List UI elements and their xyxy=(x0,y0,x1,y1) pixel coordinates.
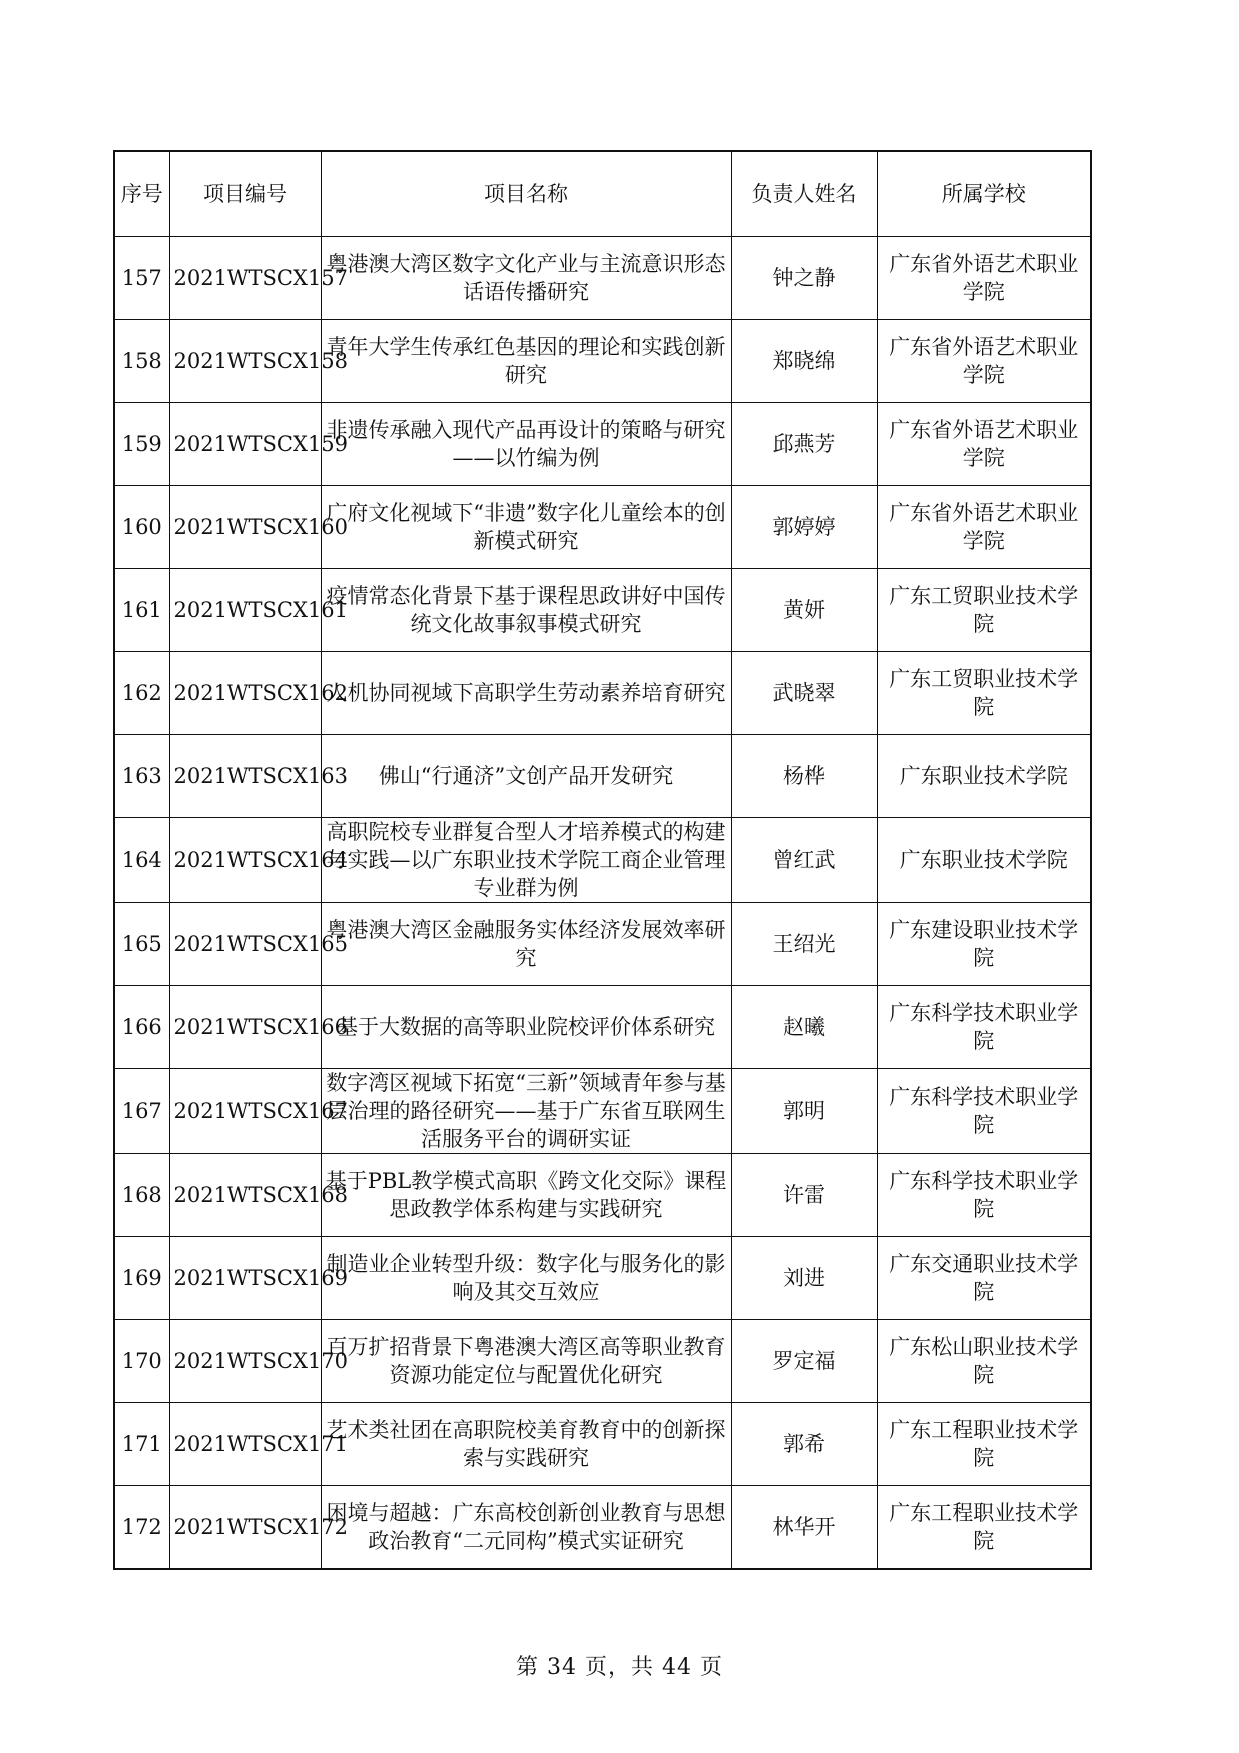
table-row xyxy=(114,818,1091,903)
header-leader: 负责人姓名 xyxy=(731,151,877,237)
header-row xyxy=(114,151,1091,237)
cell-seq: 170 xyxy=(114,1320,169,1403)
cell-code: 2021WTSCX169 xyxy=(169,1237,321,1320)
cell-project-name: 非遗传承融入现代产品再设计的策略与研究——以竹编为例 xyxy=(321,403,731,486)
cell-seq: 160 xyxy=(114,486,169,569)
cell-project-name: 困境与超越：广东高校创新创业教育与思想政治教育“二元同构”模式实证研究 xyxy=(321,1486,731,1570)
cell-leader: 武晓翠 xyxy=(731,652,877,735)
table-row xyxy=(114,1069,1091,1154)
cell-code: 2021WTSCX168 xyxy=(169,1154,321,1237)
cell-seq: 169 xyxy=(114,1237,169,1320)
cell-project-name: 制造业企业转型升级：数字化与服务化的影响及其交互效应 xyxy=(321,1237,731,1320)
cell-code: 2021WTSCX165 xyxy=(169,903,321,986)
cell-project-name: 疫情常态化背景下基于课程思政讲好中国传统文化故事叙事模式研究 xyxy=(321,569,731,652)
cell-project-name: 数字湾区视域下拓宽“三新”领域青年参与基层治理的路径研究——基于广东省互联网生活服务平台的调研实证 xyxy=(321,1069,731,1154)
cell-project-name: 粤港澳大湾区数字文化产业与主流意识形态话语传播研究 xyxy=(321,237,731,320)
cell-school: 广东松山职业技术学院 xyxy=(877,1320,1091,1403)
table-row xyxy=(114,986,1091,1069)
cell-leader: 赵曦 xyxy=(731,986,877,1069)
cell-code: 2021WTSCX167 xyxy=(169,1069,321,1154)
cell-project-name: 粤港澳大湾区金融服务实体经济发展效率研究 xyxy=(321,903,731,986)
cell-seq: 165 xyxy=(114,903,169,986)
cell-seq: 166 xyxy=(114,986,169,1069)
header-school: 所属学校 xyxy=(877,151,1091,237)
table-row xyxy=(114,1237,1091,1320)
cell-school: 广东职业技术学院 xyxy=(877,735,1091,818)
cell-school: 广东工贸职业技术学院 xyxy=(877,569,1091,652)
cell-leader: 黄妍 xyxy=(731,569,877,652)
cell-project-name: 基于PBL教学模式高职《跨文化交际》课程思政教学体系构建与实践研究 xyxy=(321,1154,731,1237)
cell-school: 广东省外语艺术职业学院 xyxy=(877,320,1091,403)
page-number: 第 34 页，共 44 页 xyxy=(516,1655,723,1680)
cell-school: 广东工贸职业技术学院 xyxy=(877,652,1091,735)
cell-code: 2021WTSCX162 xyxy=(169,652,321,735)
cell-leader: 许雷 xyxy=(731,1154,877,1237)
cell-code: 2021WTSCX172 xyxy=(169,1486,321,1570)
cell-school: 广东交通职业技术学院 xyxy=(877,1237,1091,1320)
cell-code: 2021WTSCX171 xyxy=(169,1403,321,1486)
table-row xyxy=(114,735,1091,818)
cell-leader: 王绍光 xyxy=(731,903,877,986)
cell-seq: 158 xyxy=(114,320,169,403)
table-row xyxy=(114,320,1091,403)
cell-leader: 刘进 xyxy=(731,1237,877,1320)
cell-school: 广东工程职业技术学院 xyxy=(877,1403,1091,1486)
cell-seq: 163 xyxy=(114,735,169,818)
cell-code: 2021WTSCX164 xyxy=(169,818,321,903)
cell-school: 广东省外语艺术职业学院 xyxy=(877,237,1091,320)
cell-leader: 罗定福 xyxy=(731,1320,877,1403)
cell-leader: 邱燕芳 xyxy=(731,403,877,486)
cell-seq: 161 xyxy=(114,569,169,652)
cell-school: 广东职业技术学院 xyxy=(877,818,1091,903)
cell-seq: 172 xyxy=(114,1486,169,1570)
cell-code: 2021WTSCX166 xyxy=(169,986,321,1069)
project-table xyxy=(113,150,1092,1570)
cell-project-name: 佛山“行通济”文创产品开发研究 xyxy=(321,735,731,818)
cell-leader: 曾红武 xyxy=(731,818,877,903)
cell-school: 广东工程职业技术学院 xyxy=(877,1486,1091,1570)
cell-project-name: 人机协同视域下高职学生劳动素养培育研究 xyxy=(321,652,731,735)
cell-project-name: 艺术类社团在高职院校美育教育中的创新探索与实践研究 xyxy=(321,1403,731,1486)
cell-seq: 159 xyxy=(114,403,169,486)
cell-school: 广东科学技术职业学院 xyxy=(877,986,1091,1069)
cell-code: 2021WTSCX158 xyxy=(169,320,321,403)
cell-leader: 郑晓绵 xyxy=(731,320,877,403)
cell-school: 广东科学技术职业学院 xyxy=(877,1154,1091,1237)
cell-project-name: 百万扩招背景下粤港澳大湾区高等职业教育资源功能定位与配置优化研究 xyxy=(321,1320,731,1403)
cell-school: 广东省外语艺术职业学院 xyxy=(877,403,1091,486)
cell-leader: 郭希 xyxy=(731,1403,877,1486)
cell-project-name: 高职院校专业群复合型人才培养模式的构建与实践—以广东职业技术学院工商企业管理专业群为例 xyxy=(321,818,731,903)
cell-school: 广东省外语艺术职业学院 xyxy=(877,486,1091,569)
table-row xyxy=(114,1403,1091,1486)
cell-project-name: 基于大数据的高等职业院校评价体系研究 xyxy=(321,986,731,1069)
header-name: 项目名称 xyxy=(321,151,731,237)
cell-code: 2021WTSCX161 xyxy=(169,569,321,652)
header-code: 项目编号 xyxy=(169,151,321,237)
table-row xyxy=(114,652,1091,735)
table-row xyxy=(114,1486,1091,1570)
cell-code: 2021WTSCX160 xyxy=(169,486,321,569)
cell-seq: 171 xyxy=(114,1403,169,1486)
table-row xyxy=(114,569,1091,652)
cell-code: 2021WTSCX157 xyxy=(169,237,321,320)
table-row xyxy=(114,237,1091,320)
cell-leader: 钟之静 xyxy=(731,237,877,320)
table-body xyxy=(114,237,1091,1570)
header-seq: 序号 xyxy=(114,151,169,237)
table-row xyxy=(114,403,1091,486)
table-row xyxy=(114,486,1091,569)
cell-leader: 杨桦 xyxy=(731,735,877,818)
cell-project-name: 青年大学生传承红色基因的理论和实践创新研究 xyxy=(321,320,731,403)
cell-seq: 164 xyxy=(114,818,169,903)
table-row xyxy=(114,1154,1091,1237)
cell-seq: 168 xyxy=(114,1154,169,1237)
cell-leader: 郭婷婷 xyxy=(731,486,877,569)
cell-code: 2021WTSCX159 xyxy=(169,403,321,486)
cell-school: 广东科学技术职业学院 xyxy=(877,1069,1091,1154)
cell-school: 广东建设职业技术学院 xyxy=(877,903,1091,986)
cell-project-name: 广府文化视域下“非遗”数字化儿童绘本的创新模式研究 xyxy=(321,486,731,569)
table-header xyxy=(114,151,1091,237)
cell-leader: 郭明 xyxy=(731,1069,877,1154)
cell-seq: 162 xyxy=(114,652,169,735)
cell-seq: 167 xyxy=(114,1069,169,1154)
cell-seq: 157 xyxy=(114,237,169,320)
cell-code: 2021WTSCX170 xyxy=(169,1320,321,1403)
table-row xyxy=(114,1320,1091,1403)
cell-code: 2021WTSCX163 xyxy=(169,735,321,818)
table-row xyxy=(114,903,1091,986)
cell-leader: 林华开 xyxy=(731,1486,877,1570)
